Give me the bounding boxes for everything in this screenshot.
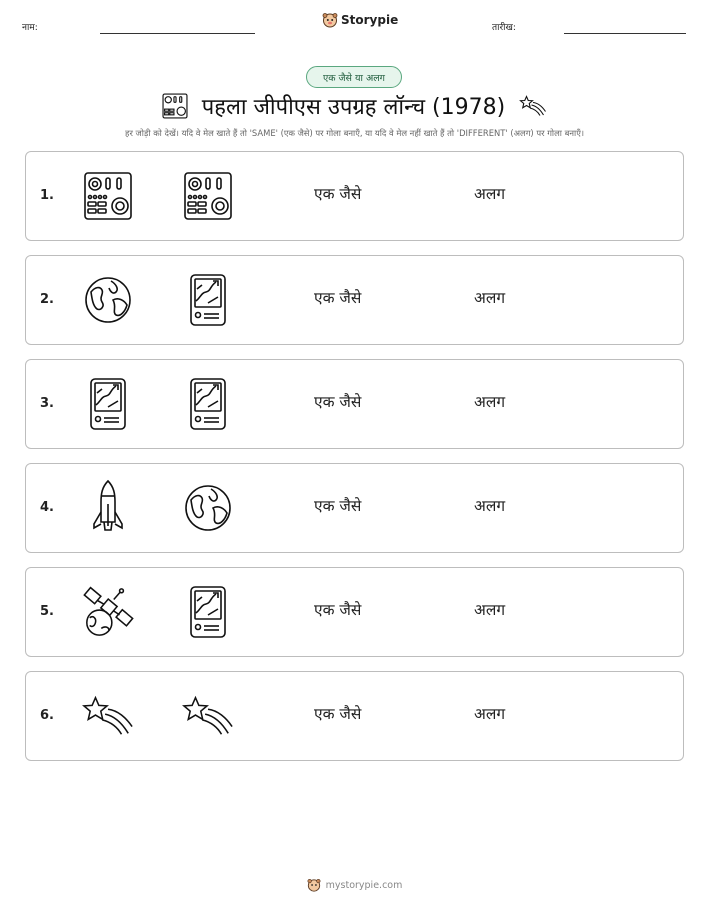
date-field-line [564, 33, 686, 34]
option-different[interactable]: अलग [474, 705, 506, 723]
option-same[interactable]: एक जैसे [314, 497, 362, 515]
question-number: 5. [40, 604, 54, 619]
question-number: 6. [40, 708, 54, 723]
worksheet-header [0, 0, 709, 48]
option-same[interactable]: एक जैसे [314, 393, 362, 411]
option-same[interactable]: एक जैसे [314, 705, 362, 723]
brand-name: Storypie [341, 13, 399, 27]
question-number: 1. [40, 188, 54, 203]
satellite-icon [82, 586, 134, 638]
question-card [25, 359, 684, 449]
rocket-icon [82, 482, 134, 534]
control-panel-icon [182, 170, 234, 222]
option-same[interactable]: एक जैसे [314, 289, 362, 307]
question-card [25, 255, 684, 345]
storypie-mascot-icon [307, 878, 321, 892]
brand-logo [322, 12, 398, 28]
globe-icon [182, 482, 234, 534]
gps-device-icon [182, 586, 234, 638]
control-panel-icon [82, 170, 134, 222]
option-same[interactable]: एक जैसे [314, 185, 362, 203]
option-different[interactable]: अलग [474, 185, 506, 203]
instructions: हर जोड़ी को देखें। यदि वे मेल खाते हैं तो 'SAME' (एक जैसे) पर गोला बनाएँ, या यदि वे मेल नहीं खाते हैं तो 'DIFFERENT' (अलग) पर गोला बनाएँ। [125, 128, 584, 138]
question-number: 4. [40, 500, 54, 515]
shooting-star-icon [519, 95, 547, 117]
shooting-star-icon [82, 690, 134, 742]
question-card [25, 567, 684, 657]
gps-device-icon [182, 378, 234, 430]
name-field-line [100, 33, 255, 34]
footer [0, 878, 709, 892]
control-panel-icon [162, 93, 188, 119]
gps-device-icon [182, 274, 234, 326]
question-number: 3. [40, 396, 54, 411]
question-card [25, 463, 684, 553]
gps-device-icon [82, 378, 134, 430]
question-number: 2. [40, 292, 54, 307]
option-different[interactable]: अलग [474, 601, 506, 619]
question-card [25, 151, 684, 241]
name-label: नाम: [22, 23, 38, 33]
option-same[interactable]: एक जैसे [314, 601, 362, 619]
worksheet-type-badge: एक जैसे या अलग [306, 66, 402, 88]
footer-url: mystorypie.com [325, 879, 403, 891]
shooting-star-icon [182, 690, 234, 742]
title-row [0, 90, 709, 122]
globe-icon [82, 274, 134, 326]
option-different[interactable]: अलग [474, 497, 506, 515]
question-card [25, 671, 684, 761]
date-label: तारीख: [492, 23, 516, 33]
page-title: पहला जीपीएस उपग्रह लॉन्च (1978) [201, 95, 506, 120]
option-different[interactable]: अलग [474, 393, 506, 411]
storypie-mascot-icon [322, 12, 338, 28]
option-different[interactable]: अलग [474, 289, 506, 307]
